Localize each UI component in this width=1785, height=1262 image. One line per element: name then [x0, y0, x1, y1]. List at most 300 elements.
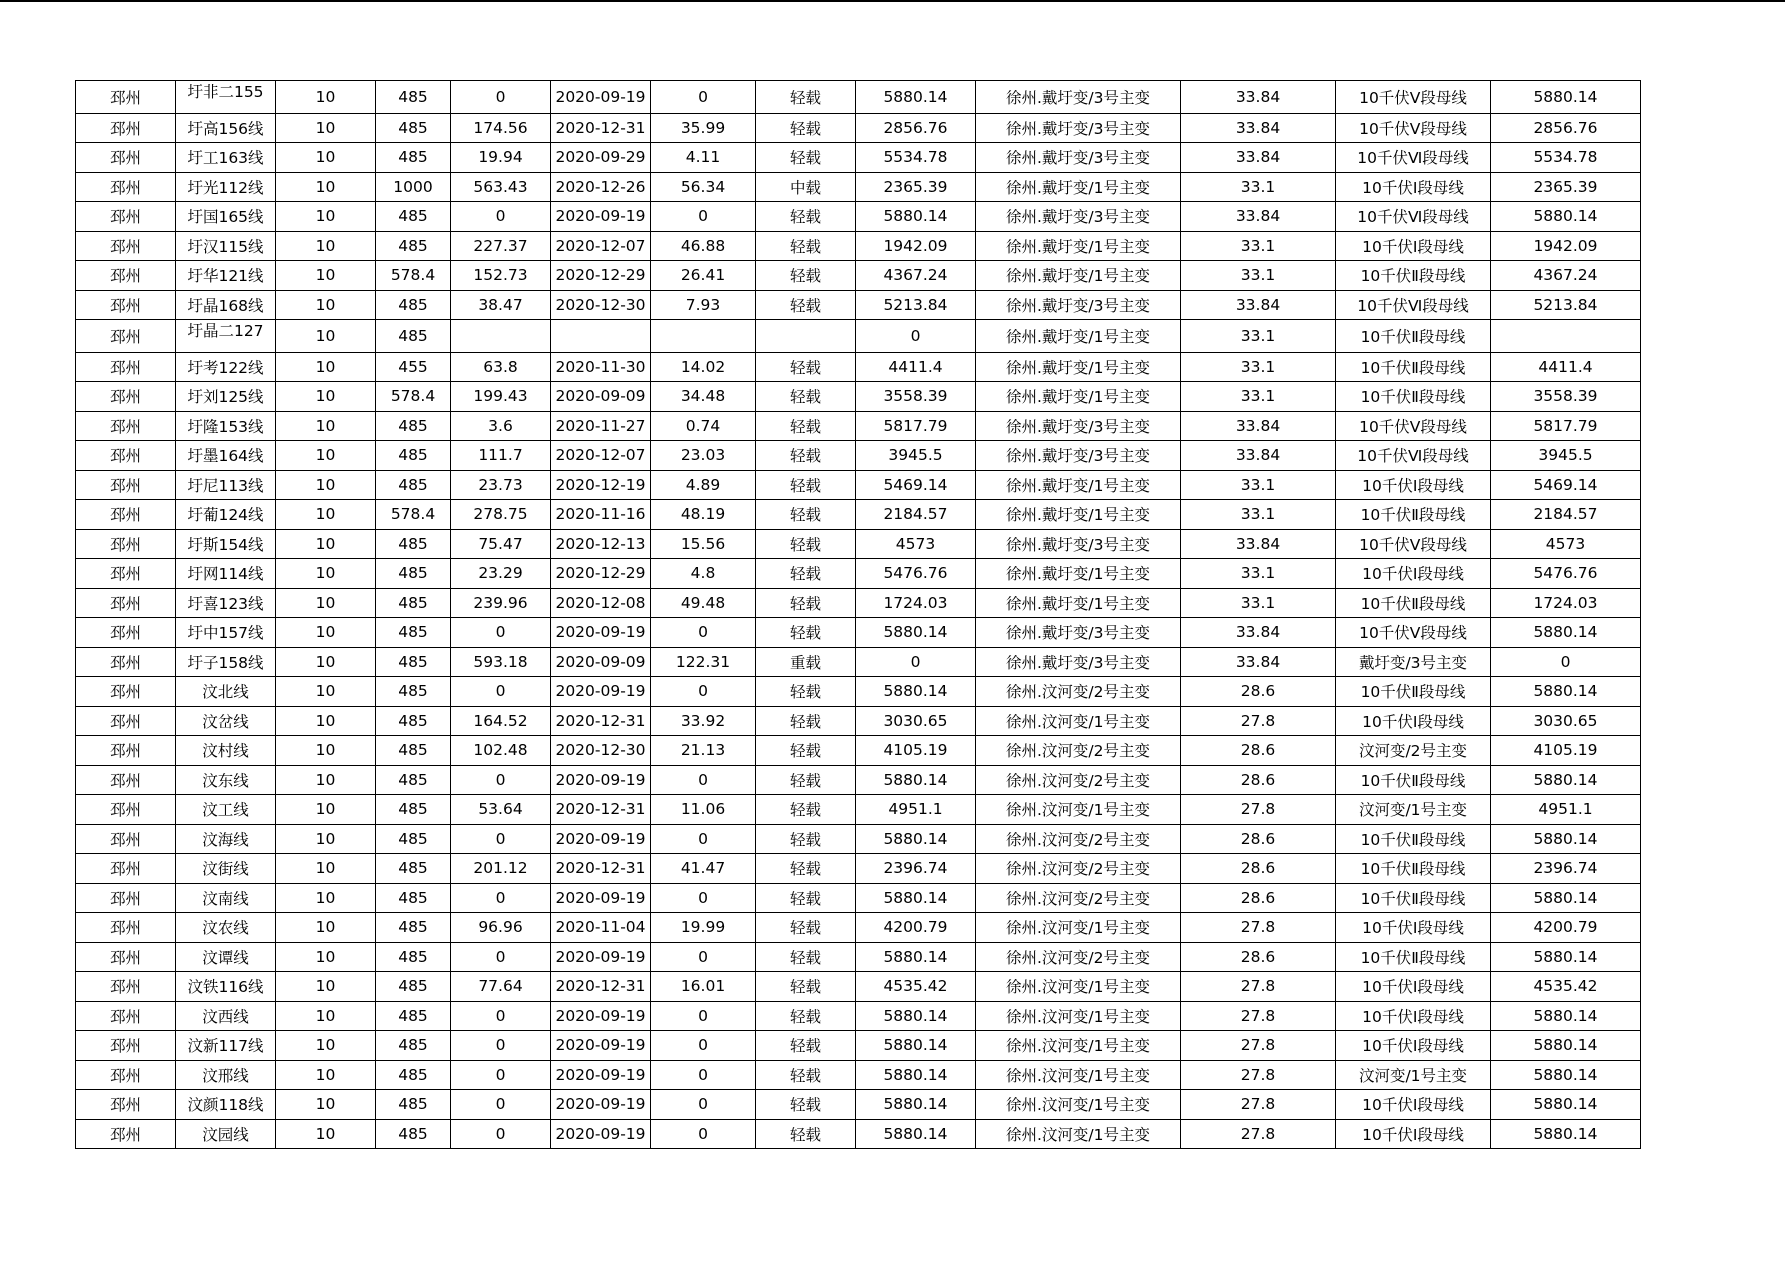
max-load-date-cell: 2020-12-30: [551, 736, 651, 766]
table-row: [76, 1001, 1641, 1031]
county-cell: 邳州: [76, 1001, 176, 1031]
line-name-cell: 圩高156线: [176, 113, 276, 143]
busbar-cell: 10千伏Ⅱ段母线: [1336, 883, 1491, 913]
max-load-date-cell: 2020-09-19: [551, 1001, 651, 1031]
load-status-cell: 轻载: [756, 113, 856, 143]
remaining-capacity-cell: 3030.65: [1491, 706, 1641, 736]
max-load-cell: 0: [451, 1001, 551, 1031]
voltage-cell: 10: [276, 529, 376, 559]
max-load-date-cell: 2020-09-19: [551, 1119, 651, 1149]
main-transformer-cell: 徐州.汶河变/1号主变: [976, 1060, 1181, 1090]
max-load-date-cell: 2020-12-29: [551, 261, 651, 291]
transformer-load-rate-cell: 33.84: [1181, 647, 1336, 677]
main-transformer-cell: 徐州.汶河变/2号主变: [976, 854, 1181, 884]
load-status-cell: 轻载: [756, 824, 856, 854]
load-rate-cell: 34.48: [651, 382, 756, 412]
max-load-cell: 63.8: [451, 352, 551, 382]
available-capacity-cell: 2365.39: [856, 172, 976, 202]
load-status-cell: 轻载: [756, 382, 856, 412]
line-name-cell: 汶街线: [176, 854, 276, 884]
rated-capacity-cell: 485: [376, 588, 451, 618]
main-transformer-cell: 徐州.汶河变/1号主变: [976, 1119, 1181, 1149]
busbar-cell: 10千伏Ⅴ段母线: [1336, 81, 1491, 114]
county-cell: 邳州: [76, 1060, 176, 1090]
line-name-cell: 圩工163线: [176, 143, 276, 173]
rated-capacity-cell: 485: [376, 883, 451, 913]
voltage-cell: 10: [276, 559, 376, 589]
voltage-cell: 10: [276, 500, 376, 530]
remaining-capacity-cell: 0: [1491, 647, 1641, 677]
voltage-cell: 10: [276, 854, 376, 884]
load-status-cell: 轻载: [756, 1060, 856, 1090]
load-rate-cell: 48.19: [651, 500, 756, 530]
county-cell: 邳州: [76, 1119, 176, 1149]
busbar-cell: 10千伏Ⅰ段母线: [1336, 1119, 1491, 1149]
table-row: [76, 1031, 1641, 1061]
transformer-load-rate-cell: 33.1: [1181, 559, 1336, 589]
load-rate-cell: 19.99: [651, 913, 756, 943]
main-transformer-cell: 徐州.戴圩变/3号主变: [976, 202, 1181, 232]
main-transformer-cell: 徐州.戴圩变/3号主变: [976, 411, 1181, 441]
table-row: [76, 795, 1641, 825]
max-load-cell: 23.73: [451, 470, 551, 500]
county-cell: 邳州: [76, 883, 176, 913]
busbar-cell: 10千伏Ⅵ段母线: [1336, 441, 1491, 471]
load-status-cell: 轻载: [756, 500, 856, 530]
busbar-cell: 10千伏Ⅴ段母线: [1336, 618, 1491, 648]
transformer-load-rate-cell: 27.8: [1181, 795, 1336, 825]
voltage-cell: 10: [276, 647, 376, 677]
rated-capacity-cell: 485: [376, 1031, 451, 1061]
rated-capacity-cell: 485: [376, 706, 451, 736]
county-cell: 邳州: [76, 824, 176, 854]
available-capacity-cell: 3945.5: [856, 441, 976, 471]
max-load-date-cell: 2020-11-04: [551, 913, 651, 943]
feeder-load-table: [75, 80, 1641, 1149]
main-transformer-cell: 徐州.戴圩变/1号主变: [976, 559, 1181, 589]
max-load-date-cell: 2020-09-19: [551, 824, 651, 854]
voltage-cell: 10: [276, 411, 376, 441]
page-top-rule: [0, 0, 1785, 2]
load-rate-cell: 0.74: [651, 411, 756, 441]
busbar-cell: 10千伏Ⅱ段母线: [1336, 677, 1491, 707]
load-rate-cell: 0: [651, 1001, 756, 1031]
transformer-load-rate-cell: 33.1: [1181, 261, 1336, 291]
remaining-capacity-cell: 4411.4: [1491, 352, 1641, 382]
max-load-cell: 593.18: [451, 647, 551, 677]
remaining-capacity-cell: 5880.14: [1491, 677, 1641, 707]
load-rate-cell: 21.13: [651, 736, 756, 766]
remaining-capacity-cell: 4573: [1491, 529, 1641, 559]
rated-capacity-cell: 485: [376, 1060, 451, 1090]
busbar-cell: 10千伏Ⅱ段母线: [1336, 320, 1491, 353]
table-row: [76, 320, 1641, 353]
load-status-cell: 轻载: [756, 143, 856, 173]
load-status-cell: 轻载: [756, 854, 856, 884]
line-name-cell: 汶铁116线: [176, 972, 276, 1002]
main-transformer-cell: 徐州.汶河变/2号主变: [976, 677, 1181, 707]
load-rate-cell: 0: [651, 942, 756, 972]
main-transformer-cell: 徐州.汶河变/1号主变: [976, 913, 1181, 943]
table-row: [76, 411, 1641, 441]
transformer-load-rate-cell: 27.8: [1181, 972, 1336, 1002]
max-load-cell: 0: [451, 618, 551, 648]
available-capacity-cell: 5880.14: [856, 81, 976, 114]
table-row: [76, 1060, 1641, 1090]
rated-capacity-cell: 485: [376, 202, 451, 232]
load-status-cell: 轻载: [756, 765, 856, 795]
max-load-date-cell: 2020-09-19: [551, 677, 651, 707]
line-name-cell: 汶南线: [176, 883, 276, 913]
main-transformer-cell: 徐州.汶河变/1号主变: [976, 1001, 1181, 1031]
voltage-cell: 10: [276, 470, 376, 500]
remaining-capacity-cell: 5880.14: [1491, 1090, 1641, 1120]
table-row: [76, 202, 1641, 232]
county-cell: 邳州: [76, 529, 176, 559]
rated-capacity-cell: 578.4: [376, 261, 451, 291]
table-row: [76, 470, 1641, 500]
max-load-date-cell: 2020-09-19: [551, 1060, 651, 1090]
remaining-capacity-cell: 5534.78: [1491, 143, 1641, 173]
table-row: [76, 706, 1641, 736]
busbar-cell: 10千伏Ⅱ段母线: [1336, 352, 1491, 382]
busbar-cell: 10千伏Ⅵ段母线: [1336, 290, 1491, 320]
max-load-date-cell: 2020-11-30: [551, 352, 651, 382]
available-capacity-cell: 4951.1: [856, 795, 976, 825]
available-capacity-cell: 5880.14: [856, 942, 976, 972]
available-capacity-cell: 3558.39: [856, 382, 976, 412]
table-row: [76, 824, 1641, 854]
voltage-cell: 10: [276, 913, 376, 943]
main-transformer-cell: 徐州.汶河变/2号主变: [976, 824, 1181, 854]
remaining-capacity-cell: 5880.14: [1491, 765, 1641, 795]
available-capacity-cell: 4411.4: [856, 352, 976, 382]
load-status-cell: 轻载: [756, 706, 856, 736]
voltage-cell: 10: [276, 824, 376, 854]
load-status-cell: 轻载: [756, 1119, 856, 1149]
remaining-capacity-cell: 5476.76: [1491, 559, 1641, 589]
max-load-cell: 201.12: [451, 854, 551, 884]
max-load-date-cell: 2020-12-26: [551, 172, 651, 202]
rated-capacity-cell: 578.4: [376, 500, 451, 530]
transformer-load-rate-cell: 28.6: [1181, 824, 1336, 854]
main-transformer-cell: 徐州.汶河变/1号主变: [976, 706, 1181, 736]
busbar-cell: 10千伏Ⅰ段母线: [1336, 470, 1491, 500]
rated-capacity-cell: 485: [376, 470, 451, 500]
county-cell: 邳州: [76, 942, 176, 972]
table-row: [76, 231, 1641, 261]
load-status-cell: 轻载: [756, 1031, 856, 1061]
main-transformer-cell: 徐州.戴圩变/3号主变: [976, 441, 1181, 471]
remaining-capacity-cell: 5880.14: [1491, 942, 1641, 972]
transformer-load-rate-cell: 33.1: [1181, 588, 1336, 618]
max-load-cell: 239.96: [451, 588, 551, 618]
transformer-load-rate-cell: 27.8: [1181, 1031, 1336, 1061]
voltage-cell: 10: [276, 441, 376, 471]
remaining-capacity-cell: 5880.14: [1491, 1001, 1641, 1031]
remaining-capacity-cell: 4951.1: [1491, 795, 1641, 825]
county-cell: 邳州: [76, 795, 176, 825]
rated-capacity-cell: 485: [376, 765, 451, 795]
voltage-cell: 10: [276, 795, 376, 825]
available-capacity-cell: 5880.14: [856, 883, 976, 913]
max-load-cell: 0: [451, 1119, 551, 1149]
rated-capacity-cell: 485: [376, 290, 451, 320]
available-capacity-cell: 5213.84: [856, 290, 976, 320]
available-capacity-cell: 4535.42: [856, 972, 976, 1002]
load-rate-cell: 0: [651, 765, 756, 795]
load-rate-cell: 49.48: [651, 588, 756, 618]
line-name-text: 圩非二155: [187, 84, 264, 101]
table-row: [76, 736, 1641, 766]
max-load-cell: 3.6: [451, 411, 551, 441]
load-rate-cell: 0: [651, 883, 756, 913]
max-load-date-cell: 2020-12-30: [551, 290, 651, 320]
max-load-date-cell: 2020-09-19: [551, 883, 651, 913]
voltage-cell: 10: [276, 143, 376, 173]
load-status-cell: 轻载: [756, 677, 856, 707]
load-status-cell: 重载: [756, 647, 856, 677]
available-capacity-cell: 2396.74: [856, 854, 976, 884]
rated-capacity-cell: 485: [376, 231, 451, 261]
max-load-date-cell: 2020-09-19: [551, 1090, 651, 1120]
max-load-cell: 0: [451, 824, 551, 854]
load-status-cell: 中载: [756, 172, 856, 202]
available-capacity-cell: 5880.14: [856, 1060, 976, 1090]
transformer-load-rate-cell: 27.8: [1181, 1090, 1336, 1120]
line-name-cell: 圩华121线: [176, 261, 276, 291]
county-cell: 邳州: [76, 736, 176, 766]
voltage-cell: 10: [276, 1090, 376, 1120]
remaining-capacity-cell: 5880.14: [1491, 618, 1641, 648]
load-rate-cell: 35.99: [651, 113, 756, 143]
voltage-cell: 10: [276, 677, 376, 707]
load-rate-cell: 0: [651, 202, 756, 232]
table-row: [76, 883, 1641, 913]
load-rate-cell: 56.34: [651, 172, 756, 202]
county-cell: 邳州: [76, 202, 176, 232]
busbar-cell: 汶河变/1号主变: [1336, 795, 1491, 825]
rated-capacity-cell: 485: [376, 411, 451, 441]
load-status-cell: 轻载: [756, 913, 856, 943]
load-rate-cell: 0: [651, 1060, 756, 1090]
main-transformer-cell: 徐州.戴圩变/3号主变: [976, 618, 1181, 648]
transformer-load-rate-cell: 27.8: [1181, 1060, 1336, 1090]
busbar-cell: 10千伏Ⅱ段母线: [1336, 382, 1491, 412]
remaining-capacity-cell: 4200.79: [1491, 913, 1641, 943]
max-load-date-cell: 2020-12-31: [551, 854, 651, 884]
main-transformer-cell: 徐州.戴圩变/1号主变: [976, 470, 1181, 500]
rated-capacity-cell: 485: [376, 854, 451, 884]
county-cell: 邳州: [76, 972, 176, 1002]
available-capacity-cell: 5469.14: [856, 470, 976, 500]
remaining-capacity-cell: 5880.14: [1491, 202, 1641, 232]
table-row: [76, 113, 1641, 143]
available-capacity-cell: 5880.14: [856, 765, 976, 795]
table-row: [76, 677, 1641, 707]
main-transformer-cell: 徐州.戴圩变/1号主变: [976, 231, 1181, 261]
load-status-cell: 轻载: [756, 352, 856, 382]
transformer-load-rate-cell: 27.8: [1181, 1119, 1336, 1149]
county-cell: 邳州: [76, 231, 176, 261]
county-cell: 邳州: [76, 441, 176, 471]
rated-capacity-cell: 485: [376, 618, 451, 648]
line-name-text: 圩晶二127: [187, 323, 264, 340]
county-cell: 邳州: [76, 588, 176, 618]
load-rate-cell: 4.89: [651, 470, 756, 500]
load-status-cell: 轻载: [756, 883, 856, 913]
load-rate-cell: 23.03: [651, 441, 756, 471]
main-transformer-cell: 徐州.汶河变/1号主变: [976, 1090, 1181, 1120]
table-row: [76, 172, 1641, 202]
available-capacity-cell: 5817.79: [856, 411, 976, 441]
available-capacity-cell: 5476.76: [856, 559, 976, 589]
load-status-cell: 轻载: [756, 470, 856, 500]
transformer-load-rate-cell: 28.6: [1181, 854, 1336, 884]
voltage-cell: 10: [276, 972, 376, 1002]
county-cell: 邳州: [76, 647, 176, 677]
main-transformer-cell: 徐州.戴圩变/1号主变: [976, 352, 1181, 382]
transformer-load-rate-cell: 33.84: [1181, 113, 1336, 143]
county-cell: 邳州: [76, 113, 176, 143]
table-row: [76, 500, 1641, 530]
busbar-cell: 10千伏Ⅰ段母线: [1336, 1090, 1491, 1120]
remaining-capacity-cell: 5817.79: [1491, 411, 1641, 441]
transformer-load-rate-cell: 28.6: [1181, 883, 1336, 913]
county-cell: 邳州: [76, 261, 176, 291]
remaining-capacity-cell: 5880.14: [1491, 824, 1641, 854]
busbar-cell: 10千伏Ⅰ段母线: [1336, 1031, 1491, 1061]
line-name-cell: 汶工线: [176, 795, 276, 825]
rated-capacity-cell: 485: [376, 529, 451, 559]
county-cell: 邳州: [76, 470, 176, 500]
max-load-date-cell: 2020-12-07: [551, 441, 651, 471]
busbar-cell: 10千伏Ⅰ段母线: [1336, 706, 1491, 736]
max-load-cell: 23.29: [451, 559, 551, 589]
load-rate-cell: 15.56: [651, 529, 756, 559]
line-name-cell: [176, 81, 276, 114]
voltage-cell: 10: [276, 113, 376, 143]
available-capacity-cell: 0: [856, 320, 976, 353]
max-load-cell: 227.37: [451, 231, 551, 261]
line-name-cell: 圩晶168线: [176, 290, 276, 320]
max-load-cell: 199.43: [451, 382, 551, 412]
max-load-cell: 0: [451, 677, 551, 707]
available-capacity-cell: 4200.79: [856, 913, 976, 943]
load-status-cell: 轻载: [756, 81, 856, 114]
max-load-date-cell: 2020-09-19: [551, 618, 651, 648]
rated-capacity-cell: 485: [376, 1119, 451, 1149]
transformer-load-rate-cell: 33.1: [1181, 470, 1336, 500]
remaining-capacity-cell: 5469.14: [1491, 470, 1641, 500]
line-name-cell: 汶颜118线: [176, 1090, 276, 1120]
load-status-cell: 轻载: [756, 559, 856, 589]
max-load-date-cell: 2020-11-27: [551, 411, 651, 441]
load-status-cell: [756, 320, 856, 353]
load-status-cell: 轻载: [756, 795, 856, 825]
remaining-capacity-cell: 2184.57: [1491, 500, 1641, 530]
busbar-cell: 汶河变/1号主变: [1336, 1060, 1491, 1090]
line-name-cell: 汶北线: [176, 677, 276, 707]
county-cell: 邳州: [76, 81, 176, 114]
line-name-cell: 汶新117线: [176, 1031, 276, 1061]
rated-capacity-cell: 485: [376, 942, 451, 972]
voltage-cell: 10: [276, 352, 376, 382]
rated-capacity-cell: 485: [376, 1090, 451, 1120]
line-name-cell: 汶岔线: [176, 706, 276, 736]
max-load-cell: 0: [451, 883, 551, 913]
remaining-capacity-cell: 3945.5: [1491, 441, 1641, 471]
line-name-cell: 圩汉115线: [176, 231, 276, 261]
load-rate-cell: 0: [651, 618, 756, 648]
busbar-cell: 10千伏Ⅰ段母线: [1336, 559, 1491, 589]
transformer-load-rate-cell: 27.8: [1181, 1001, 1336, 1031]
main-transformer-cell: 徐州.戴圩变/3号主变: [976, 647, 1181, 677]
transformer-load-rate-cell: 27.8: [1181, 706, 1336, 736]
remaining-capacity-cell: 5880.14: [1491, 1060, 1641, 1090]
load-status-cell: 轻载: [756, 588, 856, 618]
remaining-capacity-cell: 5213.84: [1491, 290, 1641, 320]
county-cell: 邳州: [76, 854, 176, 884]
max-load-cell: 111.7: [451, 441, 551, 471]
main-transformer-cell: 徐州.汶河变/1号主变: [976, 972, 1181, 1002]
remaining-capacity-cell: 4535.42: [1491, 972, 1641, 1002]
voltage-cell: 10: [276, 1001, 376, 1031]
available-capacity-cell: 0: [856, 647, 976, 677]
busbar-cell: 10千伏Ⅴ段母线: [1336, 529, 1491, 559]
transformer-load-rate-cell: 33.84: [1181, 290, 1336, 320]
transformer-load-rate-cell: 28.6: [1181, 736, 1336, 766]
table-row: [76, 143, 1641, 173]
rated-capacity-cell: 485: [376, 647, 451, 677]
max-load-date-cell: 2020-12-31: [551, 972, 651, 1002]
remaining-capacity-cell: 5880.14: [1491, 81, 1641, 114]
transformer-load-rate-cell: 33.1: [1181, 500, 1336, 530]
max-load-date-cell: 2020-09-19: [551, 942, 651, 972]
load-rate-cell: 26.41: [651, 261, 756, 291]
max-load-cell: 75.47: [451, 529, 551, 559]
line-name-cell: 汶东线: [176, 765, 276, 795]
load-rate-cell: 14.02: [651, 352, 756, 382]
main-transformer-cell: 徐州.戴圩变/1号主变: [976, 588, 1181, 618]
remaining-capacity-cell: 3558.39: [1491, 382, 1641, 412]
rated-capacity-cell: 485: [376, 559, 451, 589]
max-load-cell: 0: [451, 81, 551, 114]
max-load-date-cell: 2020-12-31: [551, 795, 651, 825]
county-cell: 邳州: [76, 382, 176, 412]
remaining-capacity-cell: 5880.14: [1491, 1031, 1641, 1061]
main-transformer-cell: 徐州.戴圩变/1号主变: [976, 382, 1181, 412]
remaining-capacity-cell: 2365.39: [1491, 172, 1641, 202]
rated-capacity-cell: 485: [376, 143, 451, 173]
transformer-load-rate-cell: 33.84: [1181, 411, 1336, 441]
busbar-cell: 10千伏Ⅰ段母线: [1336, 172, 1491, 202]
line-name-cell: 汶农线: [176, 913, 276, 943]
county-cell: 邳州: [76, 290, 176, 320]
transformer-load-rate-cell: 28.6: [1181, 677, 1336, 707]
transformer-load-rate-cell: 33.1: [1181, 231, 1336, 261]
table-row: [76, 588, 1641, 618]
line-name-cell: [176, 320, 276, 353]
remaining-capacity-cell: 4105.19: [1491, 736, 1641, 766]
main-transformer-cell: 徐州.汶河变/1号主变: [976, 1031, 1181, 1061]
remaining-capacity-cell: [1491, 320, 1641, 353]
load-status-cell: 轻载: [756, 972, 856, 1002]
transformer-load-rate-cell: 33.84: [1181, 81, 1336, 114]
main-transformer-cell: 徐州.戴圩变/3号主变: [976, 529, 1181, 559]
busbar-cell: 10千伏Ⅱ段母线: [1336, 588, 1491, 618]
voltage-cell: 10: [276, 320, 376, 353]
